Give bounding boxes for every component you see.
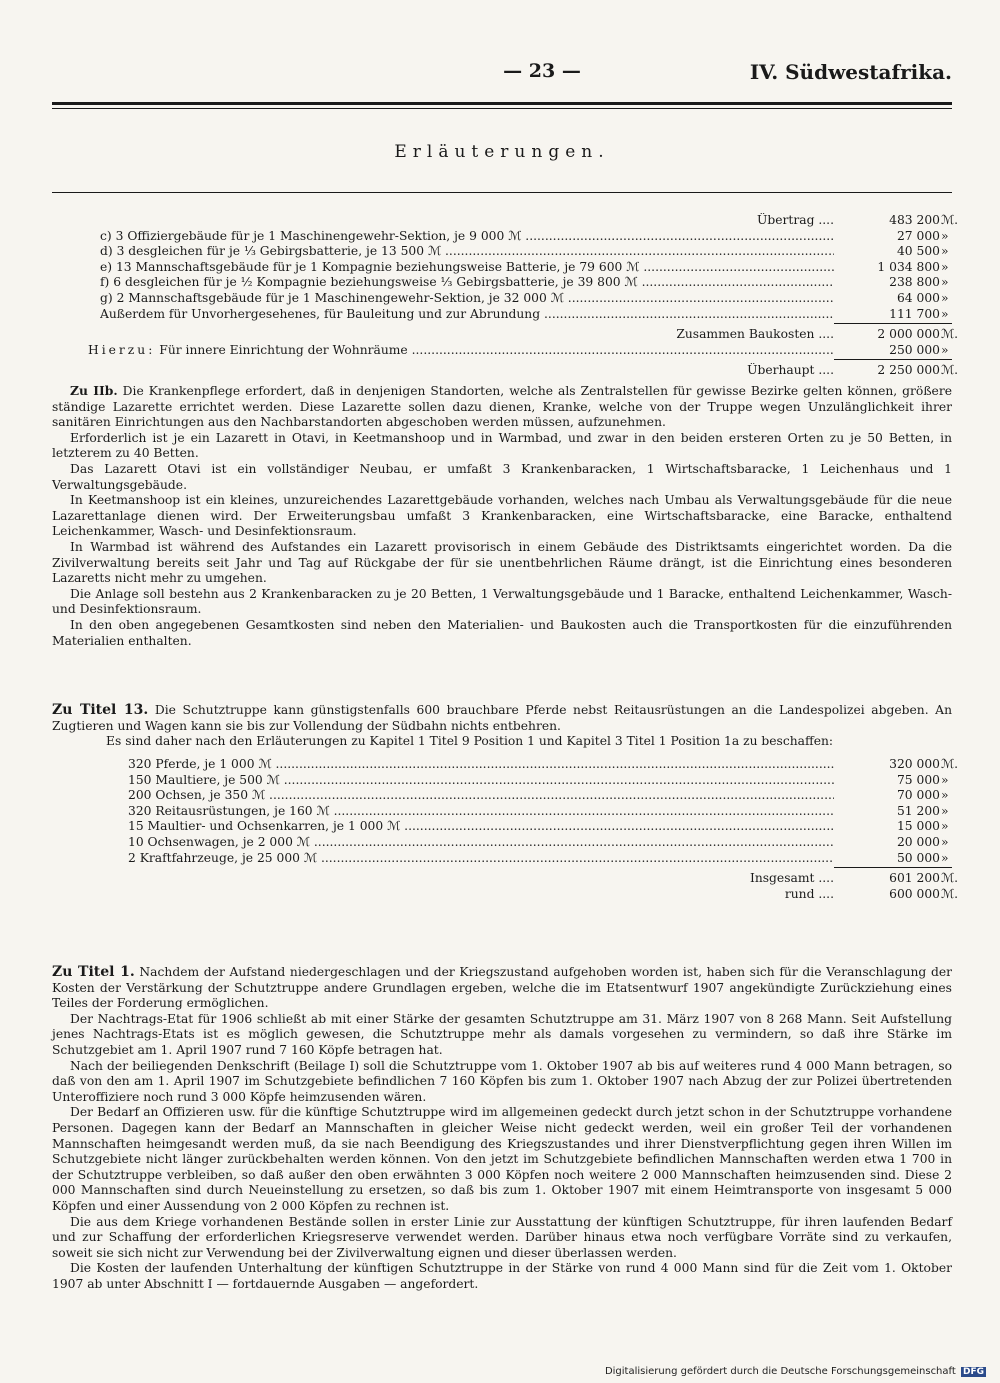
ledger-row xyxy=(100,851,952,867)
ledger-amount: 111 700 xyxy=(889,306,940,321)
paragraph: Der Nachtrags-Etat für 1906 schließt ab mit einer Stärke der gesamten Schutztruppe am 31. März 1907 von 8 268 Mann. Seit Aufstellung jenes Nachtrags-Etats ist es möglich gewesen, die Schutztruppe mehr als damals vorgesehen zu vermindern, so daß ihre Stärke im Schutzgebiet am 1. April 1907 rund 7 160 Köpfe betragen hat. xyxy=(52,1011,952,1057)
paragraph: Zu Titel 1. Nachdem der Aufstand niedergeschlagen und der Kriegszustand aufgehoben worden ist, haben sich für die Veranschlagung der Kosten der Verstärkung der Schutztruppe andere Grundlagen ergeben, welche die im Etatsentwurf 1907 angekündigte Zurückziehung eines Teiles der Forderung ermöglichen. xyxy=(52,964,952,1011)
paragraph: In den oben angegebenen Gesamtkosten sind neben den Materialien- und Baukosten auch die Transportkosten für die einzuführenden Materialien enthalten. xyxy=(52,617,952,648)
ditto-mark: » xyxy=(941,259,949,274)
ledger-amount: 50 000 xyxy=(896,850,940,865)
ledger-row xyxy=(100,773,952,789)
ditto-mark: » xyxy=(941,342,949,357)
ledger-amount: 15 000 xyxy=(896,819,940,834)
ditto-mark: » xyxy=(941,819,949,834)
subtotal-amount: 2 000 000 xyxy=(877,327,940,342)
carry-amount: 483 200 xyxy=(889,213,940,227)
unit-mark: ℳ. xyxy=(941,213,959,227)
paragraph: Erforderlich ist je ein Lazarett in Otavi, in Keetmanshoop und in Warmbad, und zwar in den beiden ersteren Orten zu je 50 Betten, in letzterem zu 40 Betten. xyxy=(52,430,952,461)
ditto-mark: » xyxy=(941,788,949,803)
extra-label: Hierzu: Für innere Einrichtung der Wohnräume ..... xyxy=(88,343,834,359)
ledger-label: 320 Pferde, je 1 000 ℳ ..... xyxy=(128,757,834,773)
ledger-label: c) 3 Offiziergebäude für je 1 Maschinengewehr-Sektion, je 9 000 ℳ ..... xyxy=(100,229,834,245)
ledger-label: g) 2 Mannschaftsgebäude für je 1 Maschinengewehr-Sektion, je 32 000 ℳ ..... xyxy=(100,291,834,307)
unit-mark: ℳ. xyxy=(941,327,959,342)
procurement-ledger xyxy=(100,757,959,902)
title-rule xyxy=(52,192,952,193)
paragraph: Es sind daher nach den Erläuterungen zu Kapitel 1 Titel 9 Position 1 und Kapitel 3 Titel 1 Position 1a zu beschaffen: xyxy=(106,734,834,749)
cost-ledger xyxy=(88,213,959,379)
ledger-label: 10 Ochsenwagen, je 2 000 ℳ ..... xyxy=(128,835,834,851)
ledger-row xyxy=(100,757,959,773)
titel1-text xyxy=(52,965,952,1292)
dfg-logo: DFG xyxy=(962,1367,984,1377)
ledger-label: 200 Ochsen, je 350 ℳ ..... xyxy=(128,788,834,804)
ditto-mark: » xyxy=(941,306,949,321)
ledger-amount: 70 000 xyxy=(896,788,940,803)
ledger-amount: 40 500 xyxy=(896,244,940,259)
ledger-label: 2 Kraftfahrzeuge, je 25 000 ℳ ..... xyxy=(128,851,834,867)
paragraph: In Warmbad ist während des Aufstandes ein Lazarett provisorisch in einem Gebäude des Distriktsamts eingerichtet worden. Da die Zivilverwaltung bereits seit Jahr und Tag auf Rückgabe der für sie unentbehrlichen Räume drängt, ist die Einrichtung eines besonderen Lazaretts nicht mehr zu umgehen. xyxy=(52,539,952,586)
unit-mark: ℳ. xyxy=(941,886,959,901)
header-rule-thin xyxy=(52,108,952,109)
carry-label: Übertrag .... xyxy=(757,213,834,227)
page-header xyxy=(52,60,952,90)
ditto-mark: » xyxy=(941,803,949,818)
paragraph: Die Kosten der laufenden Unterhaltung der künftigen Schutztruppe in der Stärke von rund 4 000 Mann sind für die Zeit vom 1. Oktober 1907 ab unter Abschnitt I — fortdauernde Ausgaben — angefordert. xyxy=(52,1261,952,1291)
unit-mark: ℳ. xyxy=(941,871,959,886)
paragraph: Nach der beiliegenden Denkschrift (Beilage I) soll die Schutztruppe vom 1. Oktober 1907 ab bis auf weiteres rund 4 000 Mann betragen, so daß von den am 1. April 1907 im Schutzgebiete befindlichen 7 160 Köpfen bis zum 1. Oktober 1907 nach Abzug der zur Polizei übertretenden Unteroffiziere noch rund 3 000 Köpfe heimzusenden wären. xyxy=(52,1058,952,1104)
ledger-row xyxy=(100,307,952,323)
section-title: Erläuterungen. xyxy=(394,142,610,162)
ledger-label: 150 Maultiere, je 500 ℳ ..... xyxy=(128,773,834,789)
ledger-row xyxy=(100,275,952,291)
ledger-row xyxy=(100,260,952,276)
ledger-label: 15 Maultier- und Ochsenkarren, je 1 000 ℳ ..... xyxy=(128,819,834,835)
paragraph-lead: Zu Titel 1. xyxy=(52,964,135,980)
ledger-amount: 20 000 xyxy=(896,834,940,849)
chapter-heading: IV. Südwestafrika. xyxy=(749,60,952,84)
extra-row xyxy=(88,342,952,359)
ledger-amount: 64 000 xyxy=(896,290,940,305)
page-number: — 23 — xyxy=(503,60,581,82)
ledger-amount: 27 000 xyxy=(896,228,940,243)
round-label: rund .... xyxy=(784,886,834,901)
ledger-row xyxy=(100,804,952,820)
ledger-label: 320 Reitausrüstungen, je 160 ℳ ..... xyxy=(128,804,834,820)
ditto-mark: » xyxy=(941,244,949,259)
total-row xyxy=(100,363,959,379)
ledger-amount: 51 200 xyxy=(896,803,940,818)
unit-mark: ℳ. xyxy=(941,757,959,771)
extra-lead: Hierzu: xyxy=(88,342,156,357)
round-row xyxy=(100,886,959,903)
ledger-label: Außerdem für Unvorhergesehenes, für Bauleitung und zur Abrundung ..... xyxy=(100,307,834,323)
paragraph: Der Bedarf an Offizieren usw. für die künftige Schutztruppe wird im allgemeinen gedeckt durch jetzt schon in der Schutztruppe vorhandene Personen. Dagegen kann der Bedarf an Mannschaften in gleicher Weise nicht gedeckt werden, weil ein großer Teil der vorhandenen Mannschaften heimgesandt werden muß, da sie nach Beendigung des Kriegszustandes und ihrer Dienstverpflichtung gegen ihren Willen im Schutzgebiete nicht länger zurückbehalten werden können. Von den jetzt im Schutzgebiete befindlichen Mannschaften werden etwa 1 700 in der Schutztruppe verbleiben, so daß außer den oben erwähnten 3 000 Köpfen noch weitere 2 000 Mannschaften heimzusenden sind. Diese 2 000 Mannschaften sind durch Neueinstellung zu ersetzen, so daß bis zum 1. Oktober 1907 mit einem Heimtransporte von insgesamt 5 000 Köpfen und einer Aussendung von 2 000 Köpfen zu rechnen ist. xyxy=(52,1105,952,1213)
paragraph: Zu Titel 13. Die Schutztruppe kann günstigstenfalls 600 brauchbare Pferde nebst Reitausrüstungen an die Landespolizei abgeben. An Zugtieren und Wagen kann sie bis zur Vollendung der Südbahn nichts entbehren. xyxy=(52,702,952,733)
sum-rule xyxy=(100,358,952,361)
ledger-row xyxy=(100,835,952,851)
extra-amount: 250 000 xyxy=(889,342,940,357)
paragraph-lead: Zu IIb. xyxy=(70,383,118,398)
ditto-mark: » xyxy=(941,834,949,849)
ledger-row xyxy=(100,819,952,835)
ledger-row xyxy=(100,788,952,804)
sum-rule xyxy=(100,322,952,325)
paragraph: Zu IIb. Die Krankenpflege erfordert, daß in denjenigen Standorten, welche als Zentralstellen für gewisse Bezirke gelten können, größere ständige Lazarette errichtet werden. Diese Lazarette sollen dazu dienen, Kranke, welche von der Truppe wegen Unzulänglichkeit ihrer sanitären Einrichtungen aus den Nachbarstandorten abgeschoben werden müssen, aufzunehmen. xyxy=(52,383,952,430)
subtotal-label: Zusammen Baukosten .... xyxy=(676,327,834,342)
ledger-row xyxy=(100,291,952,307)
ledger-amount: 238 800 xyxy=(889,275,940,290)
total-row xyxy=(100,871,959,887)
unit-mark: ℳ. xyxy=(941,363,959,378)
digitization-credit xyxy=(605,1366,986,1377)
ledger-label: d) 3 desgleichen für je ⅓ Gebirgsbatterie, je 13 500 ℳ ..... xyxy=(100,244,834,260)
ledger-label: f) 6 desgleichen für je ½ Kompagnie beziehungsweise ⅓ Gebirgsbatterie, je 39 800 ℳ ..... xyxy=(100,275,834,291)
ledger-amount: 1 034 800 xyxy=(877,259,940,274)
total-label: Überhaupt .... xyxy=(747,363,834,378)
total-amount: 2 250 000 xyxy=(877,363,940,378)
sum-rule xyxy=(100,866,952,869)
ditto-mark: » xyxy=(941,772,949,787)
credit-text: Digitalisierung gefördert durch die Deutsche Forschungsgemeinschaft xyxy=(604,1366,956,1377)
paragraph: Die aus dem Kriege vorhandenen Bestände sollen in erster Linie zur Ausstattung der künftigen Schutztruppe, für ihren laufenden Bedarf und zur Schaffung der erforderlichen Kriegsreserve verwendet werden. Darüber hinaus etwa noch verfügbare Vorräte sind zu verkaufen, soweit sie sich nicht zur Verwendung bei der Zivilverwaltung eignen und dieser überlassen werden. xyxy=(52,1214,952,1260)
ditto-mark: » xyxy=(941,275,949,290)
paragraph: In Keetmanshoop ist ein kleines, unzureichendes Lazarettgebäude vorhanden, welches nach Umbau als Verwaltungsgebäude für die neue Lazarettanlage dienen wird. Der Erweiterungsbau umfaßt 3 Krankenbaracken, eine Wirtschaftsbaracke, eine Baracke, enthaltend Leichenkammer, Wasch- und Desinfektionsraum. xyxy=(52,493,952,539)
ledger-amount: 75 000 xyxy=(896,772,940,787)
paragraph-lead: Zu Titel 13. xyxy=(52,702,149,718)
ditto-mark: » xyxy=(941,228,949,243)
lazarett-text xyxy=(52,383,952,649)
paragraph: Die Anlage soll bestehn aus 2 Krankenbaracken zu je 20 Betten, 1 Verwaltungsgebäude und 1 Baracke, enthaltend Leichenkammer, Wasch- und Desinfektionsraum. xyxy=(52,586,952,617)
carry-row xyxy=(100,213,959,229)
ledger-row xyxy=(100,229,952,245)
ledger-row xyxy=(100,244,952,260)
paragraph: Das Lazarett Otavi ist ein vollständiger Neubau, er umfaßt 3 Krankenbaracken, 1 Wirtschaftsbaracke, 1 Leichenhaus und 1 Verwaltungsgebäude. xyxy=(52,461,952,492)
ledger-amount: 320 000 xyxy=(889,757,940,771)
ditto-mark: » xyxy=(941,290,949,305)
round-amount: 600 000 xyxy=(889,886,940,901)
ledger-label: e) 13 Mannschaftsgebäude für je 1 Kompagnie beziehungsweise Batterie, je 79 600 ℳ ..... xyxy=(100,260,834,276)
header-rule xyxy=(52,102,952,105)
total-label: Insgesamt .... xyxy=(749,871,834,886)
ditto-mark: » xyxy=(941,850,949,865)
total-amount: 601 200 xyxy=(889,871,940,886)
subtotal-row xyxy=(100,327,959,343)
titel13-text xyxy=(52,703,952,750)
